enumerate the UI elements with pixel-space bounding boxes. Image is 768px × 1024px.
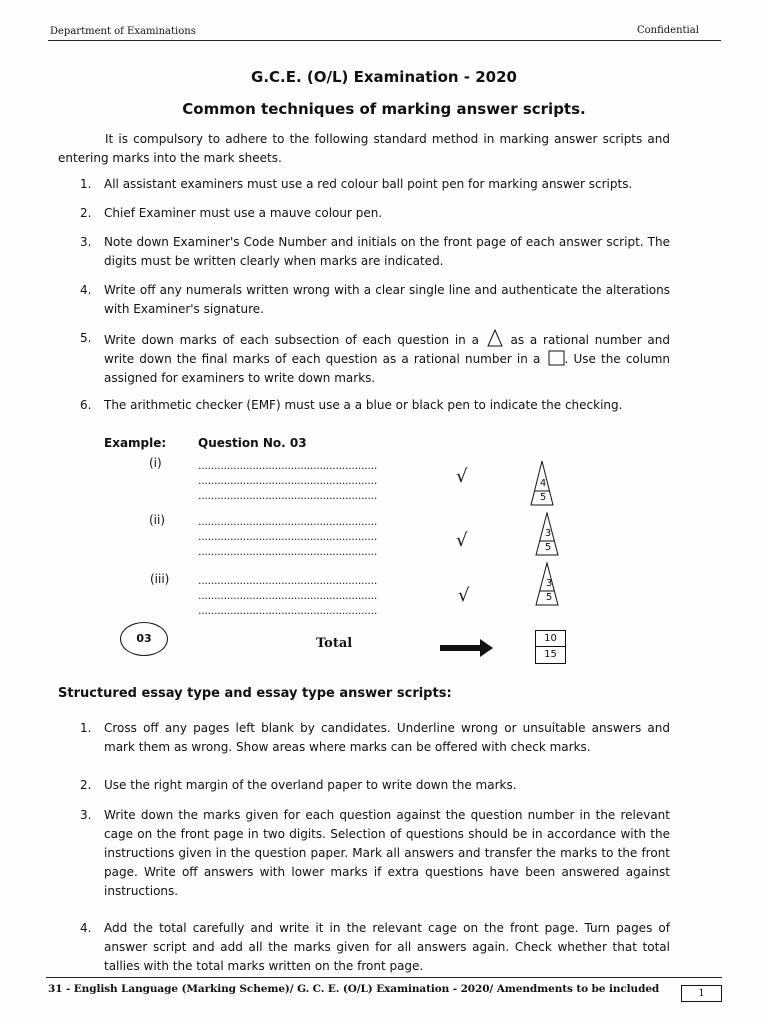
header-rule [48, 40, 721, 41]
rule-text: Note down Examiner's Code Number and initials on the front page of each answer script. The digits must be written clearly when marks are indicated. [104, 235, 670, 268]
rule-text: Write down the marks given for each question against the question number in the relevant cage on the front page in two digits. Selection of questions should be in accordance with the instructions given in the question paper. Mark all answers and transfer the marks to the front page. Write off answers with lower marks if extra questions have been answered against instructions. [104, 808, 670, 898]
mark-numerator: 4 [539, 478, 547, 489]
rule-text: Add the total carefully and write it in the relevant cage on the front page. Turn pages of answer script and add all the marks given for all answers again. Check whether that total tallies with the total marks written on the front page. [104, 921, 670, 973]
check-mark: √ [456, 466, 468, 487]
rule-number: 1. [80, 177, 92, 191]
rule-text: The arithmetic checker (EMF) must use a a blue or black pen to indicate the checking. [104, 398, 623, 412]
essay-rule-item [80, 806, 670, 901]
answer-lines: ........................................................ ........................................................ ........................................................ [198, 574, 378, 617]
header-confidential: Confidential [637, 25, 699, 36]
rule-text: Cross off any pages left blank by candidates. Underline wrong or unsuitable answers and mark them as wrong. Show areas where marks can be offered with check marks. [104, 721, 670, 754]
rule-number: 5. [80, 331, 92, 345]
rule-item [80, 175, 670, 194]
rule-number: 3. [80, 235, 92, 249]
total-mark-box [535, 630, 566, 664]
check-mark: √ [456, 530, 468, 551]
total-numerator: 10 [536, 631, 565, 647]
rule-text: Use the right margin of the overland paper to write down the marks. [104, 778, 517, 792]
part-label: (iii) [150, 572, 170, 586]
total-denominator: 15 [544, 649, 557, 660]
essay-rule-item [80, 719, 670, 757]
rule-text: Chief Examiner must use a mauve colour pen. [104, 206, 383, 220]
rule-number: 2. [80, 206, 92, 220]
total-label: Total [316, 636, 353, 651]
answer-lines: ........................................................ ........................................................ ........................................................ [198, 515, 378, 558]
mark-numerator: 3 [544, 528, 552, 539]
rule-number: 6. [80, 398, 92, 412]
rule-text: All assistant examiners must use a red colour ball point pen for marking answer scripts. [104, 177, 633, 191]
part-label: (i) [149, 456, 162, 470]
essay-rule-item [80, 919, 670, 976]
rule-item [80, 281, 670, 319]
page-subtitle: Common techniques of marking answer scripts. [182, 100, 586, 118]
triangle-icon [487, 329, 503, 347]
box-icon [548, 350, 565, 366]
mark-denominator: 5 [539, 492, 547, 503]
rule-text: Write off any numerals written wrong with a clear single line and authenticate the alterations with Examiner's signature. [104, 283, 670, 316]
rule-number: 3. [80, 808, 92, 822]
footer-text: 31 - English Language (Marking Scheme)/ G. C. E. (O/L) Examination - 2020/ Amendments to be included [48, 983, 660, 995]
section-heading: Structured essay type and essay type answer scripts: [58, 686, 452, 701]
example-question: Question No. 03 [198, 436, 307, 450]
rule-number: 4. [80, 283, 92, 297]
rule-number: 1. [80, 721, 92, 735]
answer-lines: ........................................................ ........................................................ ........................................................ [198, 459, 378, 502]
question-total-circle: 03 [120, 622, 168, 656]
mark-denominator: 5 [544, 542, 552, 553]
check-mark: √ [458, 585, 470, 606]
example-label: Example: [104, 436, 167, 450]
mark-numerator: 3 [545, 578, 553, 589]
page-number: 1 [681, 985, 722, 1002]
arrow-right-icon [440, 638, 494, 658]
essay-rule-item [80, 776, 670, 795]
rule-item [80, 233, 670, 271]
intro-paragraph: It is compulsory to adhere to the following standard method in marking answer scripts and entering marks into the mark sheets. [58, 132, 670, 165]
rule-text: Write down marks of each subsection of each question in a as a rational number and write down the final marks of each question as a rational number in a . Use the column assigned for examiners to write down marks. [104, 329, 670, 388]
rule-number: 2. [80, 778, 92, 792]
rule-item [80, 396, 670, 415]
mark-denominator: 5 [545, 592, 553, 603]
header-department: Department of Examinations [50, 26, 196, 37]
footer-rule [46, 977, 722, 978]
rule-number: 4. [80, 921, 92, 935]
rule-item [80, 329, 670, 388]
rule-item [80, 204, 670, 223]
page-title: G.C.E. (O/L) Examination - 2020 [251, 68, 517, 86]
part-label: (ii) [149, 513, 166, 527]
